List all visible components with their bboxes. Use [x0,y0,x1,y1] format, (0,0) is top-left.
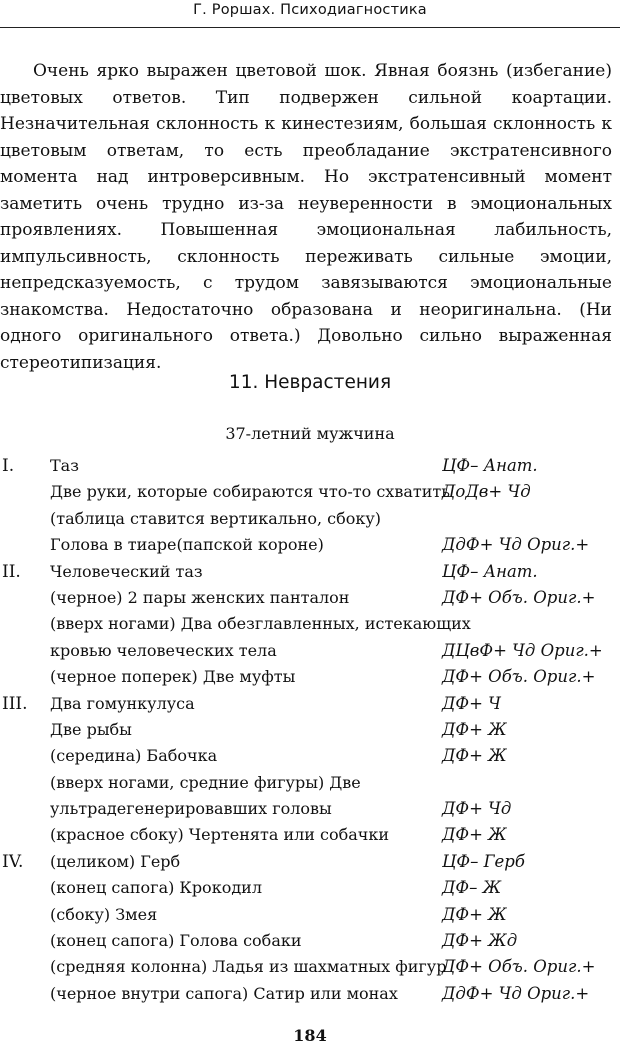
response-text: ультрадегенерировавших головы [50,799,332,819]
protocol-row [0,611,620,637]
scoring-code: ДФ+ Ж [442,746,507,766]
card-numeral: I. [2,456,15,476]
scoring-code: ДдФ+ Чд Ориг.+ [442,535,590,555]
response-text: (вверх ногами) Два обезглавленных, истекающих [50,614,471,634]
scoring-code: ДФ+ Чд [442,799,512,819]
scoring-code: ЦФ– Анат. [442,561,538,581]
protocol-row [0,796,620,822]
protocol-row [0,981,620,1007]
protocol-row [0,559,620,585]
scoring-code: ДФ+ Ч [442,693,501,713]
protocol-row [0,664,620,690]
response-text: Две рыбы [50,719,132,739]
response-text: (целиком) Герб [50,851,181,871]
scoring-code: ДФ+ Ж [442,825,507,845]
page-number: 184 [293,1026,327,1045]
response-text: Человеческий таз [50,561,203,581]
response-text: (середина) Бабочка [50,746,218,766]
scoring-code: ЦФ– Герб [442,851,525,871]
response-text: (красное сбоку) Чертенята или собачки [50,825,390,845]
scoring-code: ДоДв+ Чд [442,482,531,502]
protocol-row [0,743,620,769]
protocol-table [0,453,620,1007]
protocol-row [0,506,620,532]
scoring-code: ДЦвФ+ Чд Ориг.+ [442,640,603,660]
section-title: 11. Неврастения [228,372,392,393]
body-paragraph: Очень ярко выражен цветовой шок. Явная боязнь (избегание) цветовых ответов. Тип подвержен сильной коартации. Незначительная склонность к кинестезиям, большая склонность к цветовым ответам, то есть преобладание экстратенсивного момента над интроверсивным. Но экстратенсивный момент заметить очень трудно из-за неуверенности в эмоциональных проявлениях. Повышенная эмоциональная лабильность, импульсивность, склонность переживать сильные эмоции, непредсказуемость, с трудом завязываются эмоциональные знакомства. Недостаточно образована и неоригинальна. (Ни одного оригинального ответа.) Довольно сильно выраженная стереотипизация. [0,61,612,373]
card-numeral: IV. [2,851,24,872]
protocol-row [0,691,620,717]
subject-caption: 37-летний мужчина [225,424,395,443]
scoring-code: ДдФ+ Чд Ориг.+ [442,983,590,1003]
response-text: (таблица ставится вертикально, сбоку) [50,508,382,528]
header-rule [0,27,620,28]
card-numeral: III. [2,693,28,714]
protocol-row [0,638,620,664]
scoring-code: ДФ+ Жд [442,931,518,951]
scoring-code: ДФ– Ж [442,878,502,898]
protocol-row [0,585,620,611]
scoring-code: ДФ+ Ж [442,904,507,924]
response-text: Таз [50,456,79,475]
scoring-code: ДФ+ Объ. Ориг.+ [442,957,596,977]
card-numeral: II. [2,561,21,582]
response-text: Голова в тиаре(папской короне) [50,535,324,555]
scoring-code: ДФ+ Объ. Ориг.+ [442,667,596,687]
response-text: (вверх ногами, средние фигуры) Две [50,772,361,792]
response-text: (конец сапога) Голова собаки [50,931,302,951]
scoring-code: ЦФ– Анат. [442,456,538,475]
protocol-row [0,532,620,558]
response-text: кровью человеческих тела [50,640,277,660]
protocol-row [0,770,620,796]
protocol-row [0,822,620,848]
response-text: (черное поперек) Две муфты [50,667,296,687]
response-text: (конец сапога) Крокодил [50,878,262,898]
response-text: (средняя колонна) Ладья из шахматных фигур [50,957,447,977]
response-text: Две руки, которые собираются что-то схватить [50,482,450,502]
protocol-row [0,902,620,928]
response-text: (сбоку) Змея [50,904,158,924]
running-head: Г. Роршах. Психодиагностика [193,2,427,18]
protocol-row [0,954,620,980]
protocol-row [0,849,620,875]
protocol-row [0,717,620,743]
protocol-row [0,479,620,505]
protocol-row [0,453,620,479]
protocol-row [0,875,620,901]
scoring-code: ДФ+ Объ. Ориг.+ [442,587,596,607]
response-text: Два гомункулуса [50,693,195,713]
scoring-code: ДФ+ Ж [442,719,507,739]
response-text: (черное) 2 пары женских панталон [50,587,350,607]
protocol-row [0,928,620,954]
response-text: (черное внутри сапога) Сатир или монах [50,983,398,1003]
